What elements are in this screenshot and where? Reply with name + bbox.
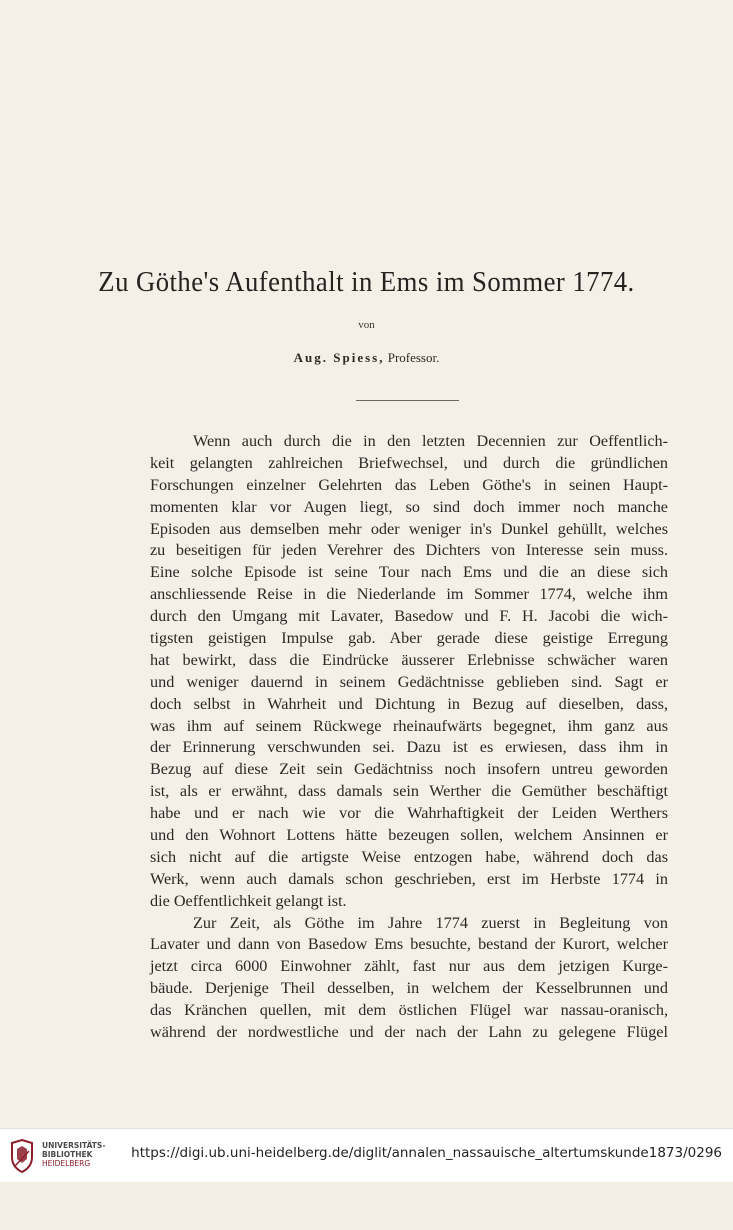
article-body: [150, 431, 668, 1044]
body-line: Zur Zeit, als Göthe im Jahre 1774 zuerst in Begleitung von: [193, 913, 668, 932]
author-name: Aug. Spiess,: [293, 350, 385, 365]
body-line: anschliessende Reise in die Niederlande im Sommer 1774, welche ihm: [150, 585, 668, 604]
body-line: sich nicht auf die artigste Weise entzogen habe, während doch das: [150, 847, 668, 866]
body-line: momenten klar vor Augen liegt, so sind doch immer noch manche: [150, 497, 668, 516]
viewer-footer: [0, 1128, 733, 1182]
body-line: durch den Umgang mit Lavater, Basedow und F. H. Jacobi die wich-: [150, 607, 668, 626]
body-line: keit gelangten zahlreichen Briefwechsel, und durch die gründlichen: [150, 453, 668, 472]
body-line: tigsten geistigen Impulse gab. Aber gerade diese geistige Erregung: [150, 629, 668, 648]
university-seal-icon[interactable]: [9, 1139, 35, 1173]
body-line: Forschungen einzelner Gelehrten das Leben Göthe's in seinen Haupt-: [150, 475, 668, 494]
page-url-link[interactable]: https://digi.ub.uni-heidelberg.de/diglit/annalen_nassauische_altertumskunde1873/0296: [131, 1145, 722, 1161]
body-line: Lavater und dann von Basedow Ems besuchte, bestand der Kurort, welcher: [150, 935, 668, 954]
body-line: während der nordwestliche und der nach der Lahn zu gelegene Flügel: [150, 1023, 668, 1042]
body-line: Werk, wenn auch damals schon geschrieben, erst im Herbste 1774 in: [150, 869, 668, 888]
library-name: UNIVERSITÄTS- BIBLIOTHEK HEIDELBERG: [42, 1141, 106, 1168]
body-line: und den Wohnort Lottens hätte bezeugen sollen, welchem Ansinnen er: [150, 826, 668, 845]
body-line: jetzt circa 6000 Einwohner zählt, fast nur aus dem jetzigen Kurge-: [150, 957, 668, 976]
title-divider: [356, 400, 459, 401]
body-line: was ihm auf seinem Rückwege rheinaufwärts begegnet, ihm ganz aus: [150, 716, 668, 735]
body-line: Bezug auf diese Zeit sein Gedächtniss noch insofern untreu geworden: [150, 760, 668, 779]
body-line: Episoden aus demselben mehr oder weniger in's Dunkel gehüllt, welches: [150, 519, 668, 538]
body-line: doch selbst in Wahrheit und Dichtung in Bezug auf dieselben, dass,: [150, 694, 668, 713]
body-line: Wenn auch durch die in den letzten Decennien zur Oeffentlich-: [193, 432, 668, 450]
author-role: Professor.: [387, 350, 440, 365]
byline-von: von: [358, 319, 375, 331]
body-line: Eine solche Episode ist seine Tour nach Ems und die an diese sich: [150, 563, 668, 582]
body-line: das Kränchen quellen, mit dem östlichen Flügel war nassau-oranisch,: [150, 1001, 668, 1020]
body-line: bäude. Derjenige Theil desselben, in welchem der Kesselbrunnen und: [150, 979, 668, 998]
body-line: zu beseitigen für jeden Verehrer des Dichters von Interesse sein muss.: [150, 541, 668, 560]
body-line: die Oeffentlichkeit gelangt ist.: [150, 891, 347, 910]
body-line: und weniger dauernd in seinem Gedächtnisse geblieben sind. Sagt er: [150, 672, 668, 691]
article-title: Zu Göthe's Aufenthalt in Ems im Sommer 1774.: [98, 266, 635, 298]
body-line: habe und er nach wie vor die Wahrhaftigkeit der Leiden Werthers: [150, 804, 668, 823]
body-line: ist, als er erwähnt, dass damals sein Werther die Gemüther beschäftigt: [150, 782, 668, 801]
body-line: hat bewirkt, dass die Eindrücke äusserer Erlebnisse schwächer waren: [150, 650, 668, 669]
body-line: der Erinnerung verschwunden sei. Dazu ist es erwiesen, dass ihm in: [150, 738, 668, 757]
author-line: [0, 350, 733, 366]
